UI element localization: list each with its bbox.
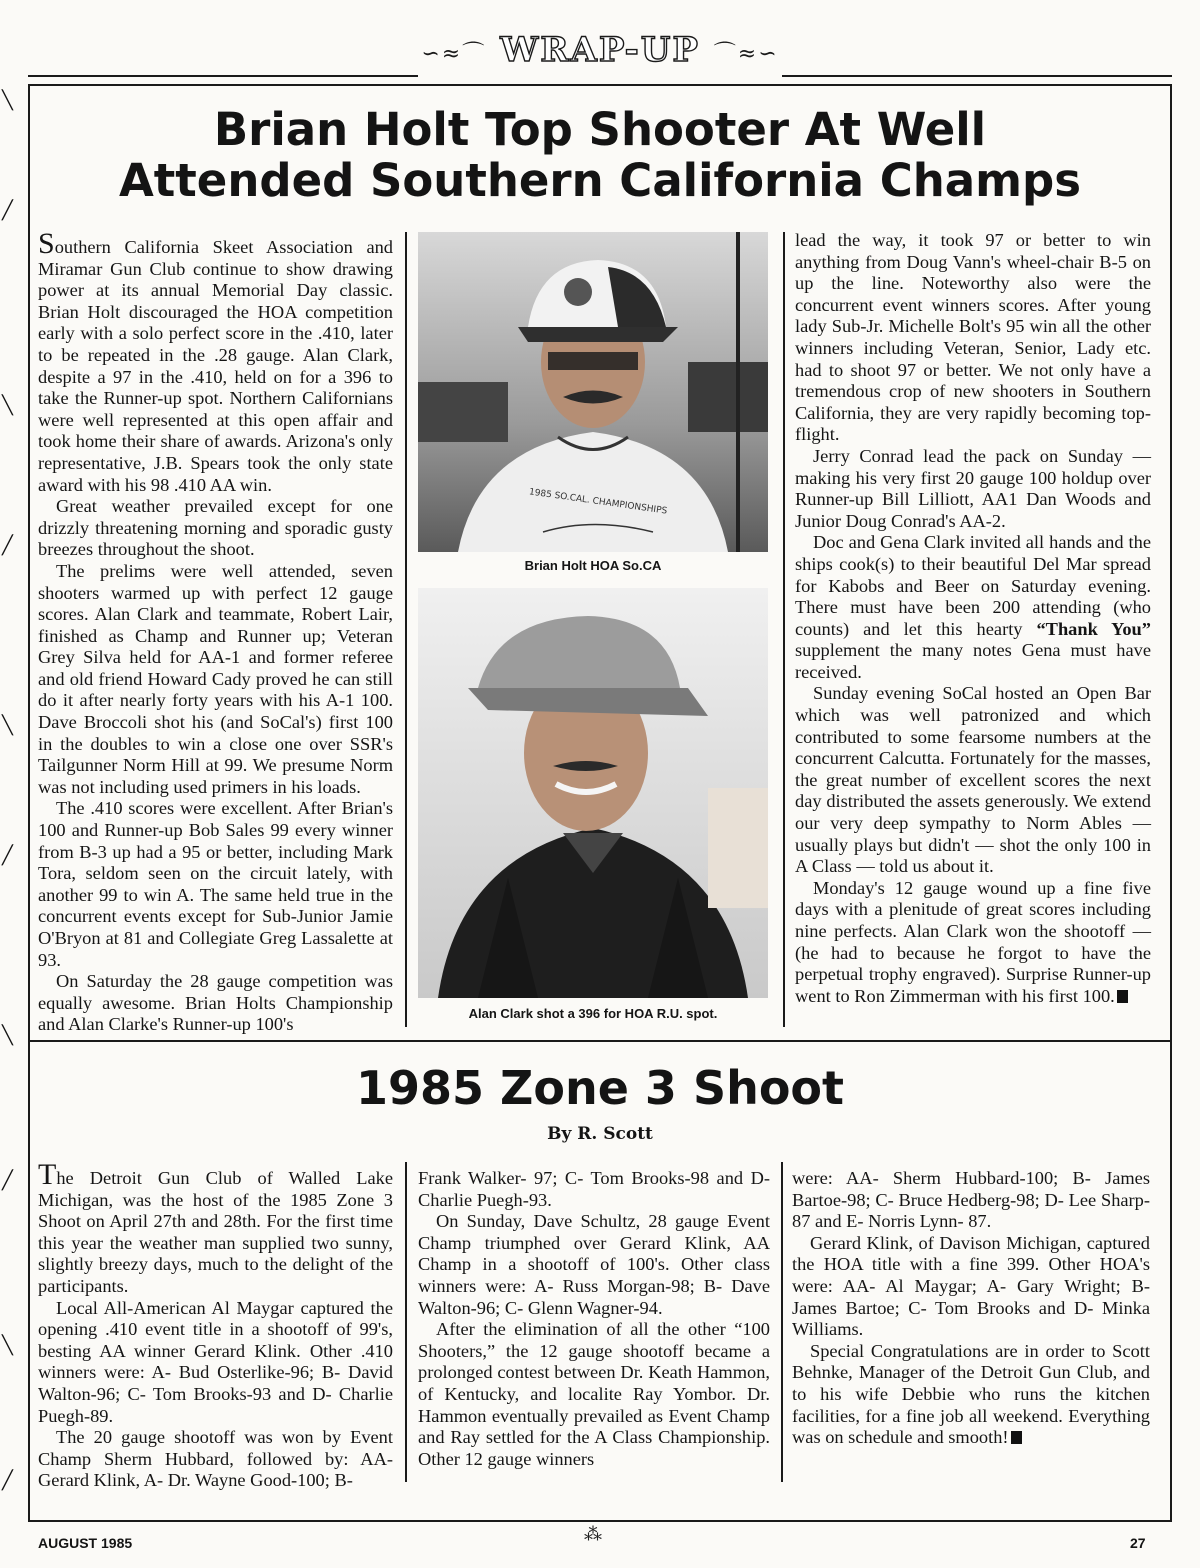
paragraph: Great weather prevailed except for one drizzly threatening morning and sporadic gusty breezes throughout the shoot. <box>38 496 393 560</box>
paragraph-text: Special Congratulations are in order to Scott Behnke, Manager of the Detroit Gun Club, and to his wife Debbie who runs the kitchen facilities, for a fine job all weekend. Everything was on schedule and smooth! <box>792 1340 1150 1448</box>
section-title: WRAP-UP <box>500 30 700 70</box>
paragraph-text: Monday's 12 gauge wound up a fine five days with a plenitude of great scores including nine perfects. Alan Clark won the shootoff — (he had to because he forgot to have the perpetual trophy engraved). Surprise Runner-up went to Ron Zimmerman with his first 100. <box>795 877 1151 1006</box>
paragraph: Frank Walker- 97; C- Tom Brooks-98 and D- Charlie Puegh-93. <box>418 1168 770 1210</box>
paragraph <box>795 532 1151 683</box>
margin-tick-icon: ╱ <box>2 535 13 556</box>
paragraph: On Sunday, Dave Schultz, 28 gauge Event Champ triumphed over Gerard Klink, AA Champ in a shootoff of 100's. Other class winners were: A- Russ Morgan-98; B- Dave Walton-96; C- Glenn Wagner-94. <box>418 1211 770 1318</box>
margin-tick-icon: ╱ <box>2 1170 13 1191</box>
article2-byline: By R. Scott <box>547 1124 653 1144</box>
drop-cap: T <box>38 1158 57 1191</box>
paragraph: The .410 scores were excellent. After Brian's 100 and Runner-up Bob Sales 99 every winner from B-3 up had a 95 or better, including Mark Tora, seldom seen on the circuit lately, with another 99 to win A. The same held true in the concurrent events except for Sub-Junior Jamie O'Bryon at 81 and Collegiate Greg Lassalette at 93. <box>38 798 393 970</box>
article2-column-1 <box>38 1158 393 1492</box>
article1-headline: Brian Holt Top Shooter At Well Attended Southern California Champs <box>118 103 1082 208</box>
margin-tick-icon: ╱ <box>2 845 13 866</box>
thank-you-emphasis: “Thank You” <box>1036 618 1151 639</box>
header-rule-right <box>782 75 1172 77</box>
alan-clark-portrait <box>418 588 768 998</box>
paragraph <box>38 1158 393 1298</box>
article2-column-2 <box>418 1168 770 1470</box>
swirl-right-icon: ⌒≈∽ <box>713 41 779 67</box>
margin-tick-icon: ╲ <box>2 715 13 736</box>
article2-headline: 1985 Zone 3 Shoot <box>355 1061 845 1115</box>
margin-tick-icon: ╱ <box>2 1470 13 1491</box>
col-rule-3 <box>405 1162 407 1482</box>
paragraph: The 20 gauge shootoff was won by Event Champ Sherm Hubbard, followed by: AA- Gerard Klink, A- Dr. Wayne Good-100; B- <box>38 1427 393 1491</box>
photo-brian-holt <box>418 232 768 552</box>
article2-column-3 <box>792 1168 1150 1449</box>
paragraph <box>38 227 393 496</box>
header-rule-left <box>28 75 418 77</box>
end-mark-icon <box>1011 1431 1022 1444</box>
paragraph: were: AA- Sherm Hubbard-100; B- James Bartoe-98; C- Bruce Hedberg-98; D- Lee Sharp-87 and E- Norris Lynn- 87. <box>792 1168 1150 1232</box>
drop-cap: S <box>38 227 55 260</box>
paragraph-text: outhern California Skeet Association and Miramar Gun Club continue to show drawing power at its annual Memorial Day classic. Brian Holt discouraged the HOA competition early with a solo perfect score in the .410, later to be repeated in the .28 gauge. Alan Clark, despite a 97 in the .410, held on for a 396 to take the Runner-up spot. Northern Californians were well represented at this open affair and took home their share of awards. Arizona's only representative, J.B. Spears took the only state award with his 98 .410 AA win. <box>38 237 393 495</box>
footer-ornament-icon: ⁂ <box>584 1524 602 1545</box>
paragraph: On Saturday the 28 gauge competition was equally awesome. Brian Holts Championship and Alan Clarke's Runner-up 100's <box>38 971 393 1035</box>
article1-column-1 <box>38 227 393 1036</box>
margin-tick-icon: ╲ <box>2 90 13 111</box>
photo-alan-clark <box>418 588 768 998</box>
margin-tick-icon: ╲ <box>2 1335 13 1356</box>
footer-page-number: 27 <box>1130 1535 1146 1551</box>
col-rule-1 <box>405 232 407 1027</box>
end-mark-icon <box>1117 990 1128 1003</box>
cap-print-text: 1985 SO.CAL. CHAMPIONSHIPS <box>528 487 668 517</box>
footer-issue-date: AUGUST 1985 <box>38 1535 133 1551</box>
margin-tick-icon: ╱ <box>2 200 13 221</box>
paragraph: Local All-American Al Maygar captured the opening .410 event title in a shootoff of 99's, besting AA winner Gerard Klink. Other .410 winners were: A- Bud Osterlike-96; B- David Walton-96; C- Tom Brooks-93 and D- Charlie Puegh-89. <box>38 1297 393 1426</box>
paragraph-text: he Detroit Gun Club of Walled Lake Michigan, was the host of the 1985 Zone 3 Shoot on April 27th and 28th. For the first time this year the weather man supplied two sunny, slightly breezy days, much to the delight of the participants. <box>38 1168 393 1296</box>
paragraph: Jerry Conrad lead the pack on Sunday — making his very first 20 gauge 100 holdup over Runner-up Bill Lilliott, AA1 Dan Woods and Junior Doug Conrad's AA-2. <box>795 445 1151 531</box>
article1-column-3 <box>795 230 1151 1007</box>
margin-tick-icon: ╲ <box>2 1025 13 1046</box>
photo2-caption: Alan Clark shot a 396 for HOA R.U. spot. <box>468 1006 718 1021</box>
col-rule-4 <box>781 1162 783 1482</box>
paragraph-text: supplement the many notes Gena must have received. <box>795 640 1151 682</box>
paragraph: Sunday evening SoCal hosted an Open Bar which was well patronized and which contributed to some fearsome numbers at the concurrent Calcutta. Fortunately for the masses, the great number of excellent scores the next day distributed the assets generously. We extend our very deep sympathy to Norm Ables — usually plays but didn't — shot the only 100 in A Class — told us about it. <box>795 683 1151 877</box>
section-header <box>420 30 780 70</box>
paragraph: Gerard Klink, of Davison Michigan, captured the HOA title with a fine 399. Other HOA's were: AA- Al Maygar; A- Gary Wright; B- James Bartoe; C- Tom Brooks and D- Minka Williams. <box>792 1232 1150 1340</box>
paragraph: The prelims were well attended, seven shooters warmed up with perfect 12 gauge scores. Alan Clark and teammate, Robert Lair, finished as Champ and Runner up; Veteran Grey Silva held for AA-1 and former referee and old friend Howard Cady proved he can still do it after nearly forty years with his A-1 100. Dave Broccoli shot his (and SoCal's) first 100 in the doubles to win a close one over SSR's Tailgunner Norm Hill at 99. We presume Norm was not including used primers in his loads. <box>38 560 393 797</box>
paragraph <box>792 1341 1150 1449</box>
photo1-caption: Brian Holt HOA So.CA <box>524 558 662 573</box>
swirl-left-icon: ∽≈⌒ <box>421 41 487 67</box>
paragraph <box>795 878 1151 1008</box>
margin-tick-icon: ╲ <box>2 395 13 416</box>
paragraph: lead the way, it took 97 or better to win anything from Doug Vann's wheel-chair B-5 on up the line. Noteworthy also were the concurrent event winners scores. After young lady Sub-Jr. Michelle Bolt's 95 win all the other winners including Veteran, Senior, Lady etc. had to shoot 97 or better. We not only have a tremendous crop of new shooters in Southern California, they are very rapidly becoming top-flight. <box>795 230 1151 445</box>
paragraph: After the elimination of all the other “100 Shooters,” the 12 gauge shootoff became a prolonged contest between Dr. Keath Hammon, of Kentucky, and localite Ray Yombor. Dr. Hammon eventually prevailed as Event Champ and Ray settled for the A Class Championship. Other 12 gauge winners <box>418 1319 770 1469</box>
col-rule-2 <box>783 232 785 1027</box>
paragraph-text: Doc and Gena Clark invited all hands and the ships cook(s) to their beautiful Del Mar spread for Kabobs and Beer on Saturday evening. There must have been 200 attending (who counts) and let this hearty <box>795 532 1151 639</box>
article-divider <box>28 1040 1172 1042</box>
